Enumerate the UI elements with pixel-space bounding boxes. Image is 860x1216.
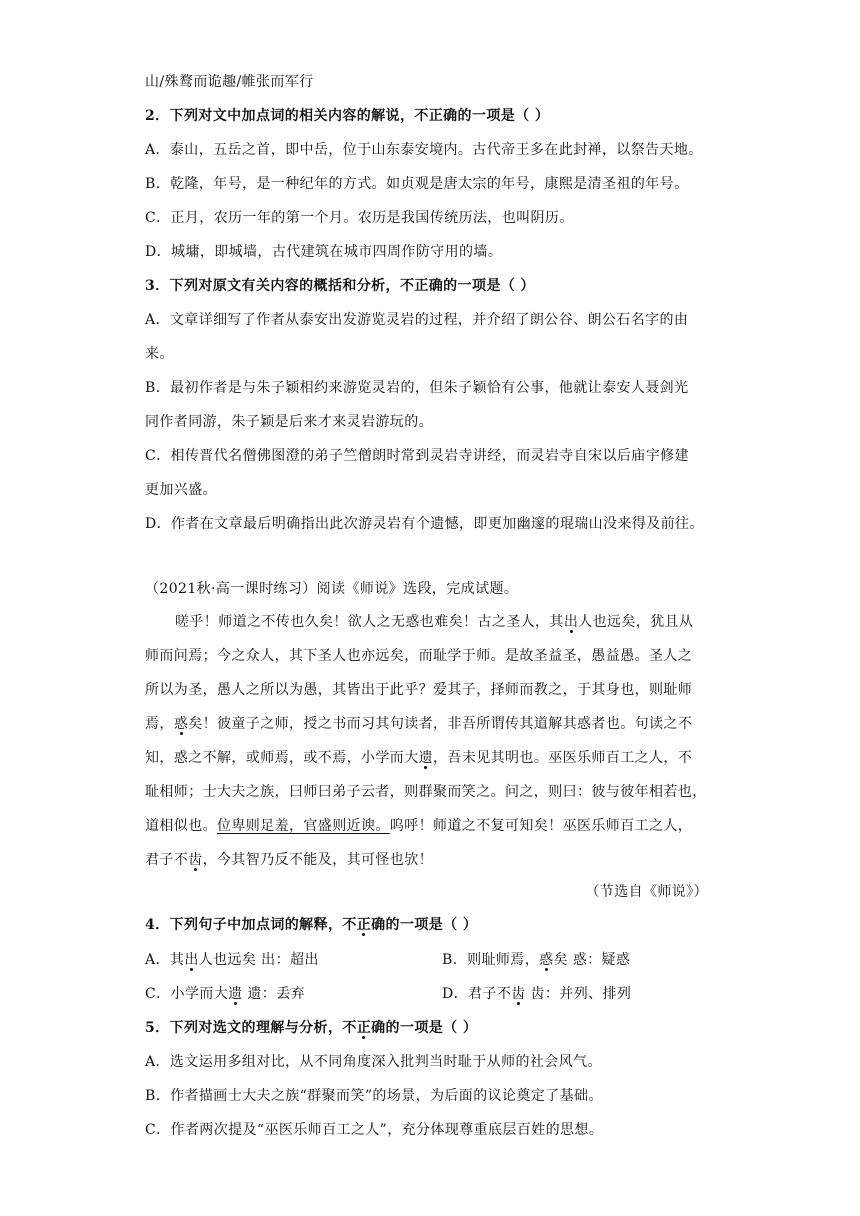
- option-text: C．小学而大: [145, 986, 229, 1002]
- question-2-option-b: B．乾隆，年号，是一种纪年的方式。如贞观是唐太宗的年号，康熙是清圣祖的年号。: [145, 176, 689, 192]
- option-text: 遗：丢弃: [242, 986, 305, 1002]
- stem-text: 的一项是（ ）: [385, 1020, 478, 1036]
- passage-header: （2021秋·高一课时练习）阅读《师说》选段，完成试题。: [145, 581, 519, 597]
- option-text: 矣 惑：疑惑: [553, 952, 631, 968]
- question-4-option-c: [145, 984, 305, 1004]
- passage-text: 矣！彼童子之师，授之书而习其句读者，非吾所谓传其道解其惑者也。句读之不: [188, 716, 693, 732]
- passage-text: 君子不: [145, 852, 189, 868]
- passage-text: 道相似也。: [145, 818, 217, 834]
- dotted-word: 不正确: [342, 1020, 386, 1036]
- passage-source: （节选自《师说》）: [585, 884, 708, 900]
- passage-text: 呜呼！师道之不复可知矣！巫医乐师百工之人，: [389, 818, 693, 834]
- dotted-word: 惑: [539, 952, 554, 968]
- dotted-word: 齿: [511, 986, 526, 1002]
- passage-text: 焉，: [145, 716, 174, 732]
- passage-line-5: [145, 748, 692, 768]
- question-4-option-d: [442, 984, 631, 1004]
- question-3-option-b-line1: B．最初作者是与朱子颖相约来游览灵岩的，但朱子颖恰有公事，他就让泰安人聂剑光: [145, 380, 689, 396]
- question-3-option-a-line1: A．文章详细写了作者从泰安出发游览灵岩的过程，并介绍了朗公谷、朗公石名字的由: [145, 312, 689, 328]
- dotted-word: 遗: [228, 986, 243, 1002]
- passage-text: 嗟乎！师道之不传也久矣！欲人之无惑也难矣！古之圣人，其: [175, 614, 564, 630]
- stem-text: 5．下列对选文的理解与分析，: [145, 1020, 343, 1036]
- question-3-option-b-line2: 同作者同游，朱子颖是后来才来灵岩游玩的。: [145, 414, 433, 430]
- question-4-stem: [145, 915, 477, 935]
- dotted-word: 遗: [418, 750, 434, 766]
- question-2-stem: 2．下列对文中加点词的相关内容的解说，不正确的一项是（ ）: [145, 108, 550, 124]
- option-text: D．君子不: [442, 986, 512, 1002]
- prev-answer-line: 山/殊鹜而诡趣/帷张而军行: [145, 74, 314, 90]
- question-5-option-a: A．选文运用多组对比，从不同角度深入批判当时耻于从师的社会风气。: [145, 1054, 602, 1070]
- underlined-sentence: 位卑则足羞，官盛则近谀。: [217, 818, 390, 834]
- passage-line-6: 耻相师；士大夫之族，曰师曰弟子云者，则群聚而笑之。问之，则曰：彼与彼年相若也，: [145, 784, 707, 800]
- passage-line-7: [145, 816, 692, 836]
- passage-text: ，今其智乃反不能及，其可怪也欤！: [202, 852, 434, 868]
- question-4-option-a: [145, 950, 319, 970]
- dotted-word: 惑: [173, 716, 189, 732]
- question-2-option-c: C．正月，农历一年的第一个月。农历是我国传统历法，也叫阴历。: [145, 210, 574, 226]
- passage-text: 人也远矣，犹且从: [578, 614, 694, 630]
- question-2-option-d: D．城墉，即城墙，古代建筑在城市四周作防守用的墙。: [145, 244, 503, 260]
- passage-text: ，吾未见其明也。巫医乐师百工之人，不: [433, 750, 693, 766]
- question-3-option-c-line1: C．相传晋代名僧佛图澄的弟子竺僧朗时常到灵岩寺讲经，而灵岩寺自宋以后庙宇修建: [145, 448, 689, 464]
- dotted-word: 出: [563, 614, 579, 630]
- dotted-word: 出: [184, 952, 199, 968]
- passage-line-1: [175, 612, 693, 632]
- passage-line-3: 所以为圣，愚人之所以为愚，其皆出于此乎？爱其子，择师而教之，于其身也，则耻师: [145, 682, 693, 698]
- question-4-option-b: [442, 950, 630, 970]
- question-5-option-b: B．作者描画士大夫之族“群聚而笑”的场景，为后面的议论奠定了基础。: [145, 1088, 603, 1104]
- option-text: B．则耻师焉，: [442, 952, 540, 968]
- dotted-word: 齿: [188, 852, 203, 868]
- question-3-option-d: D．作者在文章最后明确指出此次游灵岩有个遗憾，即更加幽邃的琨瑞山没来得及前往。: [145, 516, 704, 532]
- question-2-option-a: A．泰山，五岳之首，即中岳，位于山东泰安境内。古代帝王多在此封禅，以祭告天地。: [145, 142, 703, 158]
- stem-text: 4．下列句子中加点词的解释，: [145, 917, 343, 933]
- question-3-option-c-line2: 更加兴盛。: [145, 482, 217, 498]
- passage-line-2: 师而问焉；今之众人，其下圣人也亦远矣，而耻学于师。是故圣益圣，愚益愚。圣人之: [145, 648, 693, 664]
- question-5-option-c: C．作者两次提及“巫医乐师百工之人”，充分体现尊重底层百姓的思想。: [145, 1122, 604, 1138]
- passage-text: 知，惑之不解，或师焉，或不焉，小学而大: [145, 750, 419, 766]
- question-3-stem: 3．下列对原文有关内容的概括和分析，不正确的一项是（ ）: [145, 278, 535, 294]
- option-text: 齿：并列、排列: [525, 986, 632, 1002]
- stem-text: 的一项是（ ）: [385, 917, 478, 933]
- passage-line-8: [145, 850, 433, 870]
- option-text: A．其: [145, 952, 185, 968]
- question-3-option-a-line2: 来。: [145, 346, 174, 362]
- passage-line-4: [145, 714, 692, 734]
- option-text: 人也远矣 出：超出: [198, 952, 319, 968]
- dotted-word: 不正确: [342, 917, 386, 933]
- question-5-stem: [145, 1018, 477, 1038]
